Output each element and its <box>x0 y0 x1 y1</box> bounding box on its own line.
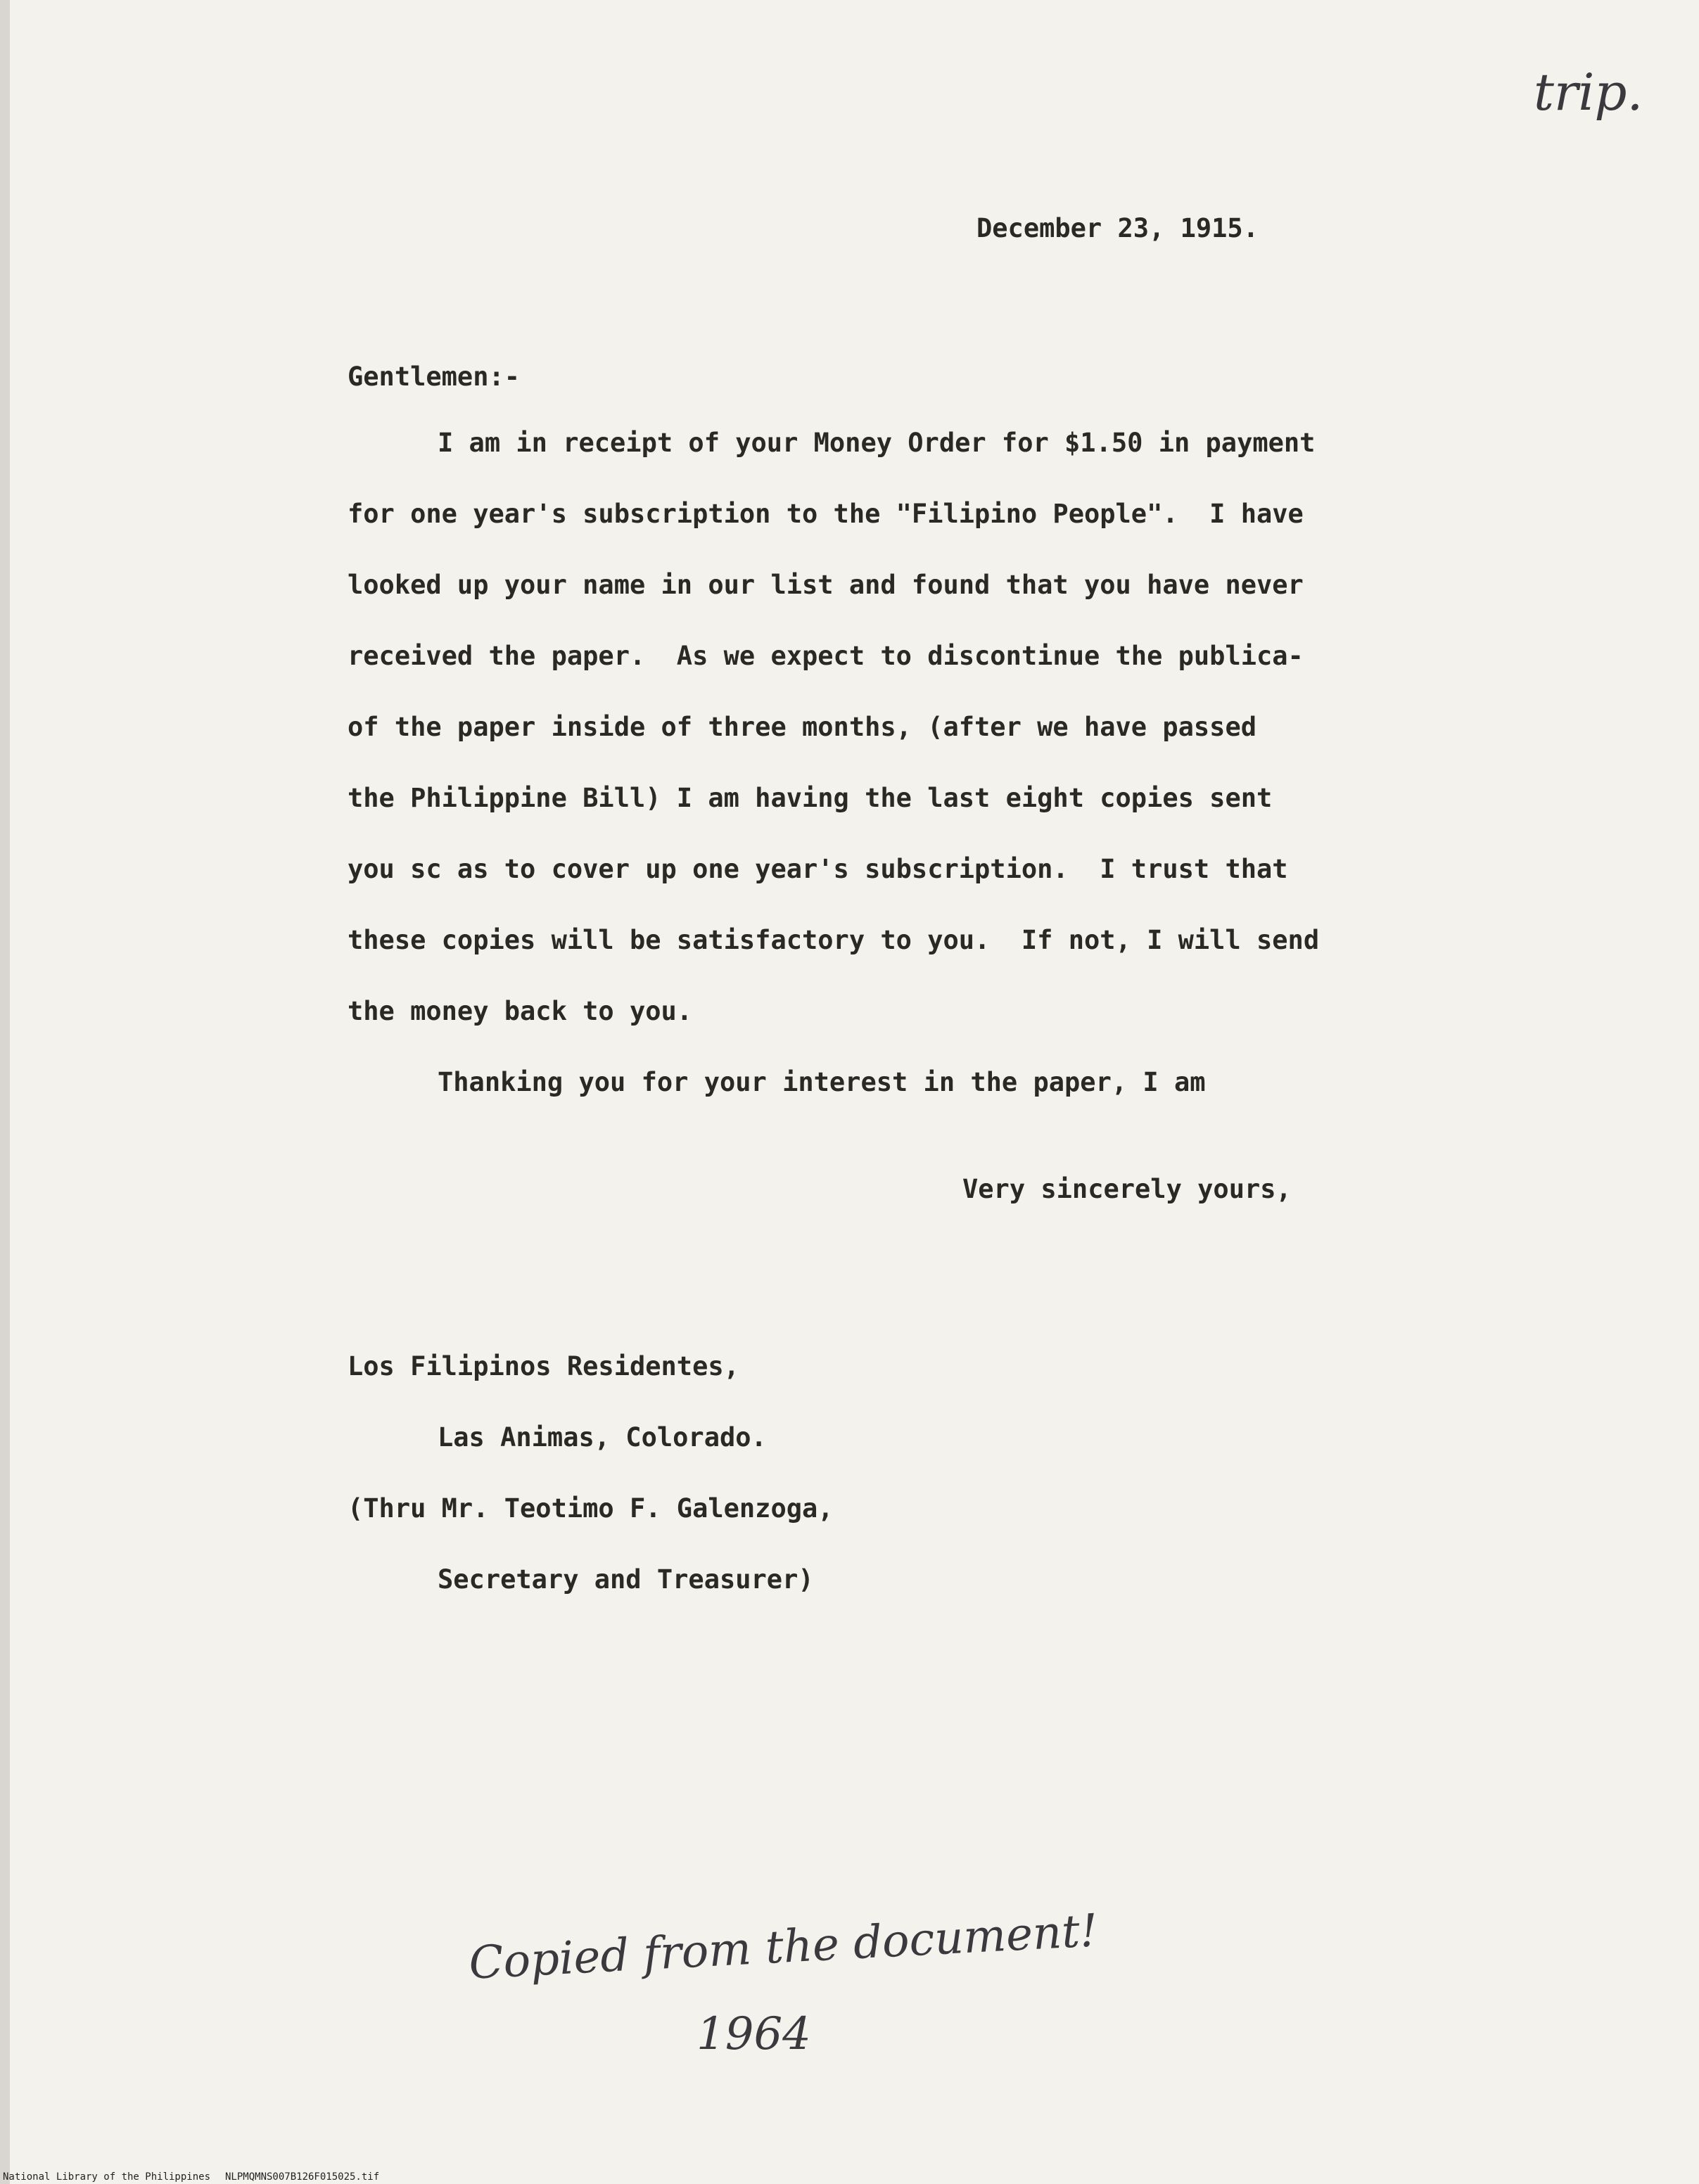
body-line: the money back to you. <box>348 996 693 1026</box>
scan-edge <box>0 0 10 2184</box>
handwritten-note-line2: 1964 <box>696 2008 811 2060</box>
body-line: looked up your name in our list and found that you have never <box>348 570 1304 600</box>
closing-line: Thanking you for your interest in the paper, I am <box>438 1067 1206 1097</box>
footer-library: National Library of the Philippines <box>3 2171 211 2183</box>
footer-file-id: NLPMQMNS007B126F015025.tif <box>225 2171 380 2183</box>
body-line: of the paper inside of three months, (after we have passed <box>348 712 1257 742</box>
address-line: Los Filipinos Residentes, <box>348 1351 739 1381</box>
salutation: Gentlemen:- <box>348 362 521 392</box>
body-line: these copies will be satisfactory to you. If not, I will send <box>348 925 1320 955</box>
body-line: the Philippine Bill) I am having the last eight copies sent <box>348 783 1273 813</box>
body-line: I am in receipt of your Money Order for $1.50 in payment <box>438 428 1316 458</box>
valediction: Very sincerely yours, <box>962 1174 1292 1204</box>
handwritten-annotation-top: trip. <box>1534 63 1643 122</box>
address-line: Las Animas, Colorado. <box>438 1422 767 1452</box>
letter-date: December 23, 1915. <box>976 213 1259 243</box>
body-line: received the paper. As we expect to discontinue the publica- <box>348 641 1304 671</box>
address-line: (Thru Mr. Teotimo F. Galenzoga, <box>348 1493 834 1524</box>
body-line: you sc as to cover up one year's subscription. I trust that <box>348 854 1288 884</box>
address-line: Secretary and Treasurer) <box>438 1564 814 1595</box>
body-line: for one year's subscription to the "Filipino People". I have <box>348 499 1304 529</box>
handwritten-note-line1: Copied from the document! <box>467 1905 1100 1990</box>
